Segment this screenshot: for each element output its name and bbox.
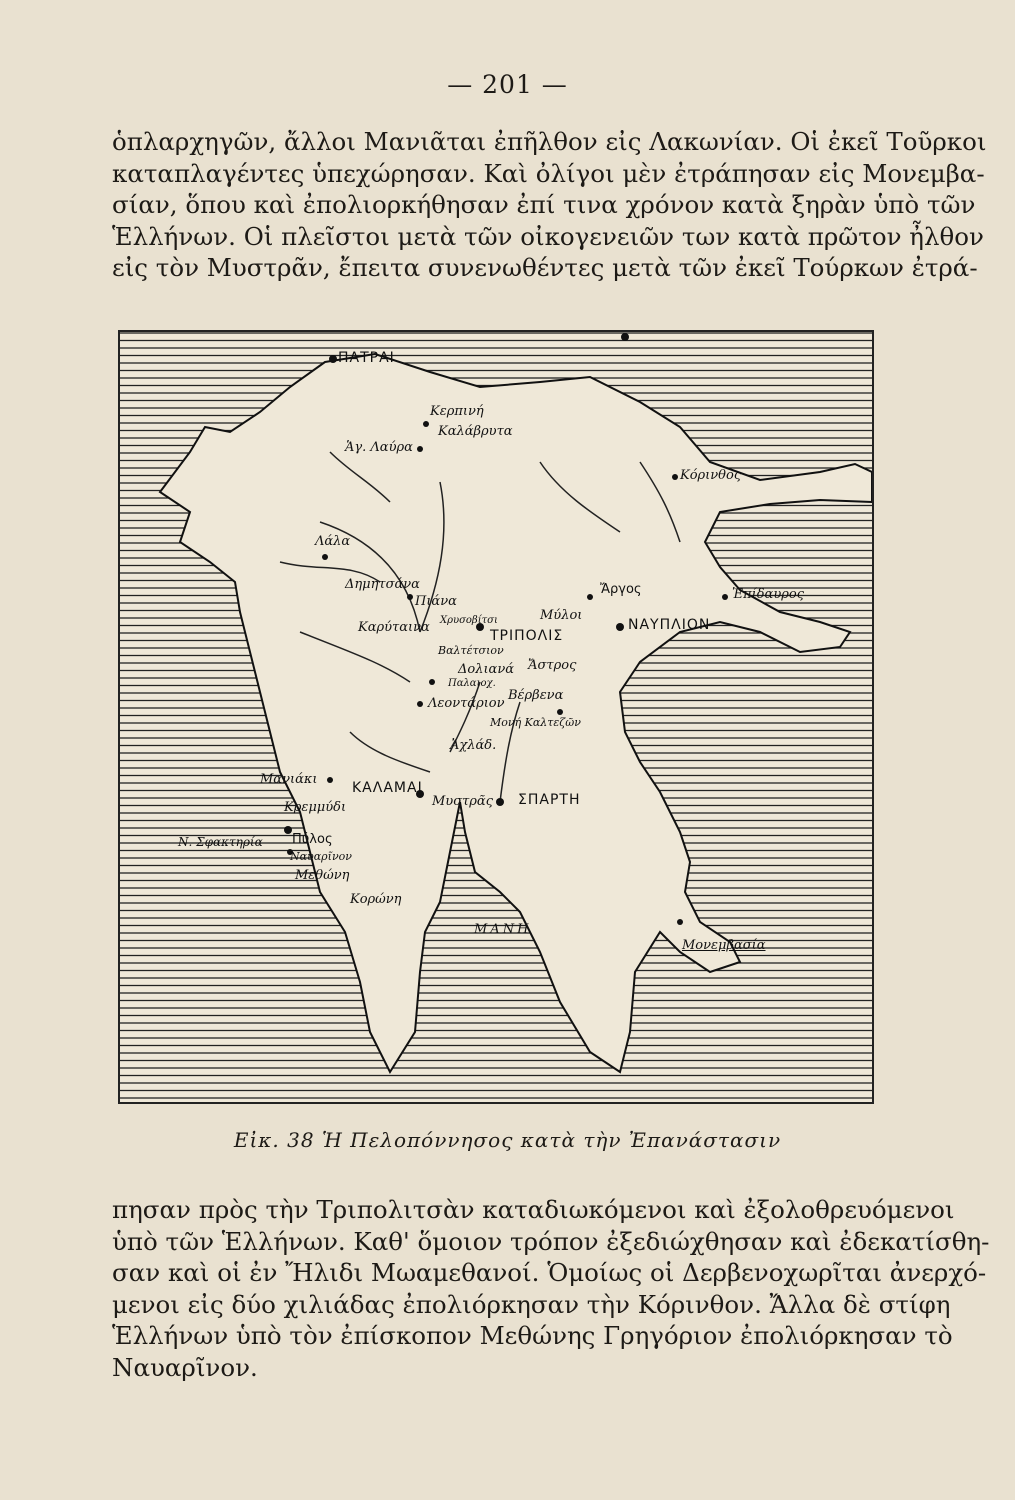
label-kremmydi: Κρεμμύδι	[284, 800, 347, 815]
label-monemvasia: Μονεμβασία	[682, 938, 766, 953]
label-pylos: Πύλος	[292, 832, 333, 847]
text-line: Ἑλλήνων. Οἱ πλεῖστοι μετὰ τῶν οἰκογενειῶν των κατὰ πρῶτον ἦλθον	[112, 221, 984, 251]
label-doliana: Δολιανά	[458, 662, 515, 677]
paragraph-bottom	[112, 1194, 990, 1383]
text-line: σαν καὶ οἱ ἐν Ἤλιδι Μωαμεθανοί. Ὁμοίως οἱ Δερβενοχωρῖται ἀνερχό-	[112, 1258, 987, 1287]
text-line: πησαν πρὸς τὴν Τριπολιτσὰν καταδιωκόμενοι καὶ ἐξολοθρευόμενοι	[112, 1195, 955, 1224]
label-achladokampos: Ἀχλάδ.	[450, 738, 497, 753]
text-line: ὑπὸ τῶν Ἑλλήνων. Καθ' ὅμοιον τρόπον ἐξεδιώχθησαν καὶ ἐδεκατίσθη-	[112, 1226, 990, 1256]
label-piana: Πιάνα	[415, 594, 457, 609]
text-line: Ἑλλήνων ὑπὸ τὸν ἐπίσκοπον Μεθώνης Γρηγόριον ἐπολιόρκησαν τὸ	[112, 1321, 953, 1350]
text-line: σίαν, ὅπου καὶ ἐπολιορκήθησαν ἐπί τινα χρόνον κατὰ ξηρὰν ὑπὸ τῶν	[112, 190, 976, 219]
text-line: Ναυαρῖνον.	[112, 1352, 258, 1382]
label-methoni: Μεθώνη	[295, 868, 350, 883]
label-dimitsana: Δημητσάνα	[345, 577, 420, 592]
label-kalamai: ΚΑΛΑΜΑΙ	[352, 780, 423, 796]
text-line: ὁπλαρχηγῶν, ἄλλοι Μανιᾶται ἐπῆλθον εἰς Λακωνίαν. Οἱ ἐκεῖ Τοῦρκοι	[112, 127, 987, 156]
label-nafplion: ΝΑΥΠΛΙΟΝ	[628, 617, 711, 633]
label-koroni: Κορώνη	[350, 892, 402, 907]
label-chrysovitsi: Χρυσοβίτσι	[440, 615, 498, 626]
label-mani: ΜΑΝΗ	[474, 922, 532, 937]
label-palaiochori: Παλαιοχ.	[448, 678, 496, 689]
peloponnese-map	[118, 330, 874, 1104]
label-verveina: Βέρβενα	[508, 688, 564, 703]
label-moni-kaltezon: Μονή Καλτεζῶν	[490, 716, 581, 729]
label-navarinon: Ναυαρῖνον	[290, 850, 352, 863]
label-myloi: Μύλοι	[540, 608, 583, 623]
text-line: μενοι εἰς δύο χιλιάδας ἐπολιόρκησαν τὴν Κόρινθον. Ἄλλα δὲ στίφη	[112, 1289, 951, 1319]
label-tripolis: ΤΡΙΠΟΛΙΣ	[490, 628, 564, 644]
label-kalavryta: Καλάβρυτα	[438, 424, 513, 439]
label-kerpini: Κερπινή	[430, 404, 484, 419]
label-patra: ΠΑΤΡΑΙ	[338, 350, 395, 366]
label-agia-lavra: Ἁγ. Λαύρα	[345, 440, 413, 455]
label-valtetsi: Βαλτέτσιον	[438, 644, 504, 657]
text-line: εἰς τὸν Μυστρᾶν, ἔπειτα συνενωθέντες μετὰ τῶν ἐκεῖ Τούρκων ἐτρά-	[112, 253, 978, 282]
paragraph-top	[112, 126, 987, 284]
label-mystras: Μυστρᾶς	[432, 794, 493, 809]
figure-caption: Εἰκ. 38 Ἡ Πελοπόννησος κατὰ τὴν Ἐπανάστασιν	[233, 1128, 782, 1152]
page-number: — 201 —	[447, 70, 568, 99]
text-line: καταπλαγέντες ὑπεχώρησαν. Καὶ ὀλίγοι μὲν ἐτράπησαν εἰς Μονεμβα-	[112, 158, 985, 188]
label-korinthos: Κόρινθος	[680, 468, 742, 483]
label-argos: Ἄργος	[600, 582, 642, 597]
label-sfaktiria: Ν. Σφακτηρία	[178, 835, 263, 849]
label-astros: Ἄστρος	[528, 658, 577, 673]
label-lala: Λάλα	[315, 534, 351, 549]
label-leontari: Λεοντάριον	[428, 696, 505, 711]
label-maniaki: Μανιάκι	[260, 772, 318, 787]
label-sparti: ΣΠΑΡΤΗ	[518, 792, 581, 808]
label-epidavros: Ἐπίδαυρος	[732, 587, 804, 602]
label-karytaina: Καρύταινα	[358, 620, 430, 635]
